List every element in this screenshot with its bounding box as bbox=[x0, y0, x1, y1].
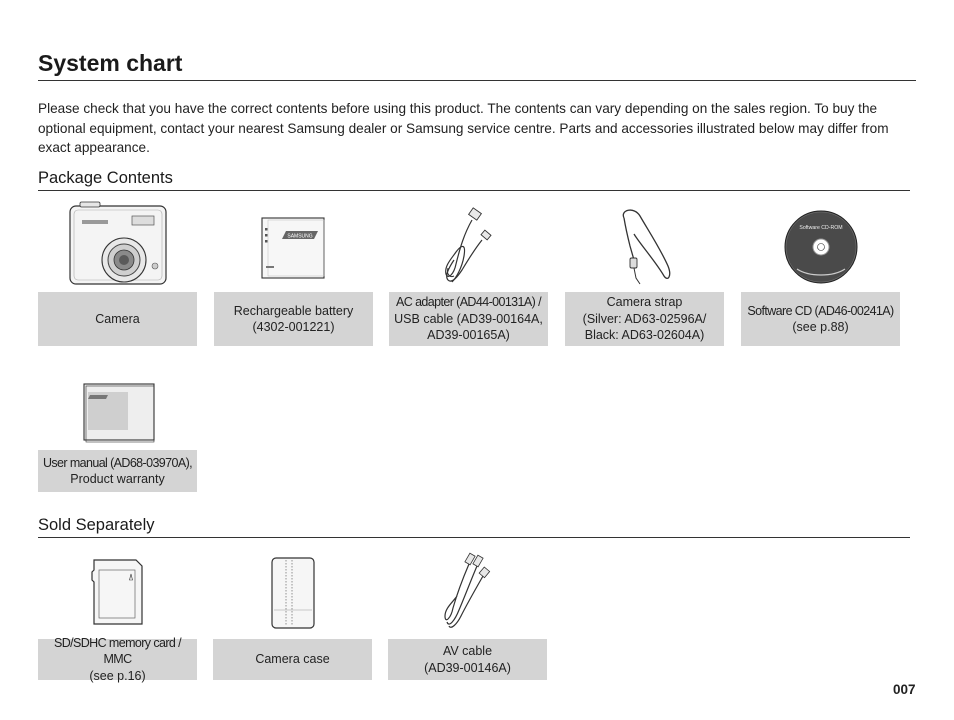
label-av-cable bbox=[388, 639, 547, 680]
label-line: USB cable (AD39-00164A, bbox=[394, 311, 543, 326]
strap-icon bbox=[565, 200, 724, 288]
sold-separately-heading: Sold Separately bbox=[38, 516, 155, 534]
label-camera-case bbox=[213, 639, 372, 680]
label-user-manual bbox=[38, 450, 197, 492]
label-camera-strap bbox=[565, 292, 724, 346]
label-software-cd bbox=[741, 292, 900, 346]
label-line: Software CD (AD46-00241A) bbox=[747, 303, 894, 318]
title-rule bbox=[38, 80, 916, 81]
label-line: Camera strap bbox=[606, 295, 683, 310]
label-memory-card bbox=[38, 635, 197, 683]
sold-separately-rule bbox=[38, 537, 910, 538]
label-line: (Silver: AD63-02596A/ bbox=[582, 311, 707, 326]
package-contents-heading: Package Contents bbox=[38, 169, 173, 187]
label-battery bbox=[214, 292, 373, 346]
label-line: AD39-00165A) bbox=[427, 328, 510, 343]
case-icon bbox=[213, 548, 372, 636]
label-line: Camera case bbox=[255, 652, 330, 667]
label-line: AV cable bbox=[442, 644, 493, 658]
label-line: Rechargeable battery bbox=[233, 303, 354, 318]
label-line: (see p.88) bbox=[792, 320, 849, 334]
label-line: SD/SDHC memory card / MMC bbox=[53, 635, 181, 667]
label-line: Product warranty bbox=[70, 472, 165, 486]
battery-logo-text: SAMSUNG bbox=[286, 233, 313, 240]
label-line: Camera bbox=[95, 311, 140, 326]
package-contents-rule bbox=[38, 190, 910, 191]
memory-card-icon bbox=[38, 548, 197, 636]
label-line: User manual (AD68-03970A), bbox=[42, 455, 193, 470]
intro-paragraph: Please check that you have the correct contents before using this product. The contents can vary depending on the sales region. To buy the optional equipment, contact your nearest Samsung dealer or Samsung service centre. Parts and accessories illustrated below may differ from exact appearance. bbox=[38, 101, 889, 155]
page-title: System chart bbox=[38, 50, 183, 76]
av-cable-icon bbox=[388, 548, 547, 636]
battery-icon bbox=[214, 200, 373, 288]
label-line: (AD39-00146A) bbox=[424, 660, 511, 675]
label-line: (see p.16) bbox=[89, 668, 146, 683]
label-ac-adapter bbox=[389, 292, 548, 346]
manual-icon bbox=[38, 370, 197, 458]
cd-label-text: Software CD-ROM bbox=[798, 225, 843, 231]
cd-icon bbox=[741, 200, 900, 288]
cable-icon bbox=[389, 200, 548, 288]
camera-icon bbox=[38, 200, 197, 288]
label-line: (4302-001221) bbox=[252, 320, 335, 334]
label-line: Black: AD63-02604A) bbox=[584, 328, 705, 343]
label-line: AC adapter (AD44-00131A) / bbox=[396, 295, 541, 310]
page-number: 007 bbox=[893, 682, 916, 697]
label-camera bbox=[38, 292, 197, 346]
